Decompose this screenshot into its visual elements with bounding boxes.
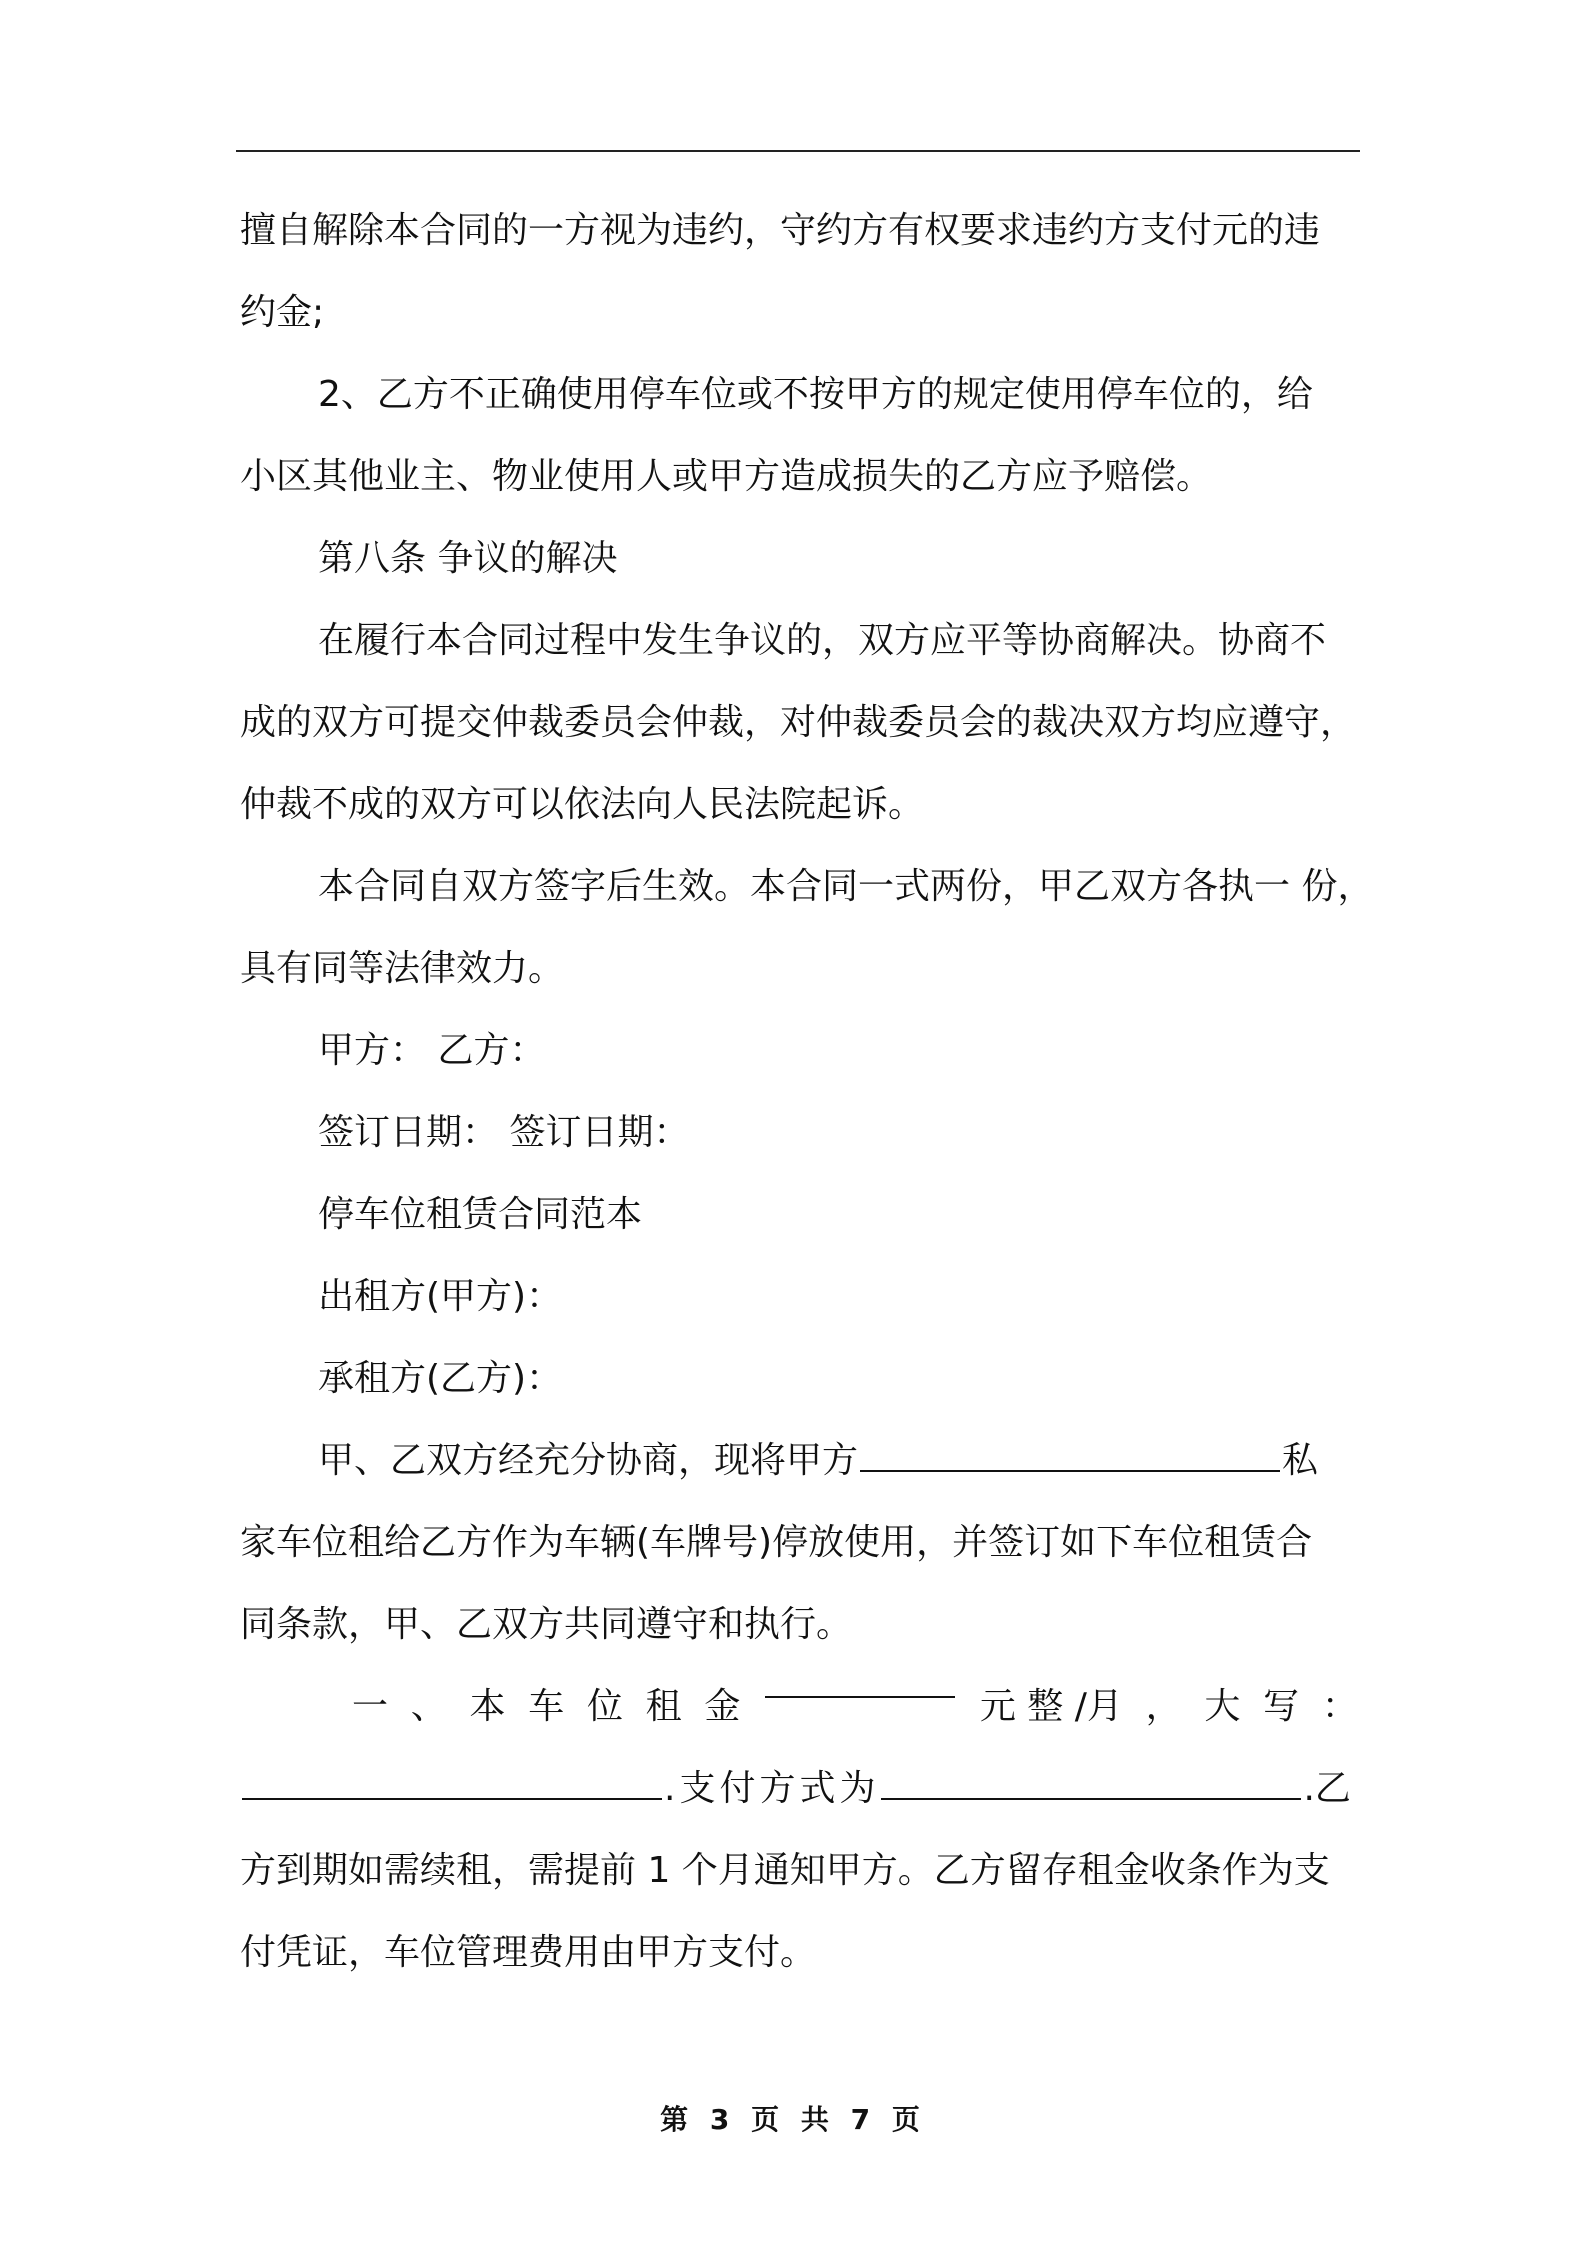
contract-title: 停车位租赁合同范本 (318, 1194, 643, 1235)
blank-field (881, 1768, 1301, 1800)
text-segment: 写 (1263, 1686, 1300, 1727)
paragraph-line (240, 1748, 1358, 1830)
rent-clause-line (240, 1666, 1358, 1748)
text-segment: 私 (1282, 1440, 1319, 1481)
text-segment: .乙 (1303, 1768, 1351, 1809)
paragraph-line: 仲裁不成的双方可以依法向人民法院起诉。 (240, 784, 925, 825)
article-heading: 第八条 争议的解决 (318, 538, 618, 579)
text-segment: 大 (1204, 1686, 1241, 1727)
paragraph-line: 本合同自双方签字后生效。本合同一式两份，甲乙双方各执一 份， (318, 866, 1374, 907)
paragraph-line: 在履行本合同过程中发生争议的，双方应平等协商解决。协商不 (318, 620, 1327, 661)
text-segment: .支付方式为 (664, 1768, 880, 1809)
paragraph-line: 2、乙方不正确使用停车位或不按甲方的规定使用停车位的，给 (318, 374, 1313, 415)
lessor-label: 出租方(甲方)： (318, 1276, 563, 1317)
paragraph-line: 具有同等法律效力。 (240, 948, 565, 989)
text-segment: 元 整 /月 (979, 1686, 1123, 1727)
text-segment: ， (1145, 1686, 1182, 1727)
paragraph-line: 家车位租给乙方作为车辆(车牌号)停放使用，并签订如下车位租赁合 (240, 1522, 1313, 1563)
text-segment: 甲、乙双方经充分协商，现将甲方 (318, 1440, 859, 1481)
text-segment: ： (1321, 1686, 1358, 1727)
signature-parties: 甲方： 乙方： (318, 1030, 546, 1071)
header-rule (236, 150, 1360, 152)
text-segment: 、 (410, 1686, 447, 1727)
signature-dates: 签订日期： 签订日期： (318, 1112, 690, 1153)
blank-field (765, 1666, 955, 1698)
page-number: 第 3 页 共 7 页 (660, 2103, 926, 2136)
text-segment: 租 (645, 1686, 682, 1727)
text-segment: 位 (586, 1686, 623, 1727)
lessee-label: 承租方(乙方)： (318, 1358, 563, 1399)
paragraph-line: 成的双方可提交仲裁委员会仲裁，对仲裁委员会的裁决双方均应遵守， (240, 702, 1357, 743)
paragraph-line: 约金; (240, 292, 325, 333)
blank-field (860, 1440, 1280, 1472)
paragraph-line: 小区其他业主、物业使用人或甲方造成损失的乙方应予赔偿。 (240, 456, 1213, 497)
text-segment: 车 (528, 1686, 565, 1727)
paragraph-line: 方到期如需续租，需提前 1 个月通知甲方。乙方留存租金收条作为支 (240, 1850, 1330, 1891)
paragraph-line: 擅自解除本合同的一方视为违约，守约方有权要求违约方支付元的违 (240, 210, 1321, 251)
text-segment: 本 (469, 1686, 506, 1727)
paragraph-line (240, 1420, 1358, 1502)
text-segment: 一 (352, 1686, 389, 1727)
paragraph-line: 付凭证，车位管理费用由甲方支付。 (240, 1932, 817, 1973)
blank-field (242, 1768, 662, 1800)
text-segment: 金 (704, 1686, 741, 1727)
paragraph-line: 同条款，甲、乙双方共同遵守和执行。 (240, 1604, 853, 1645)
document-body (240, 190, 1374, 1994)
